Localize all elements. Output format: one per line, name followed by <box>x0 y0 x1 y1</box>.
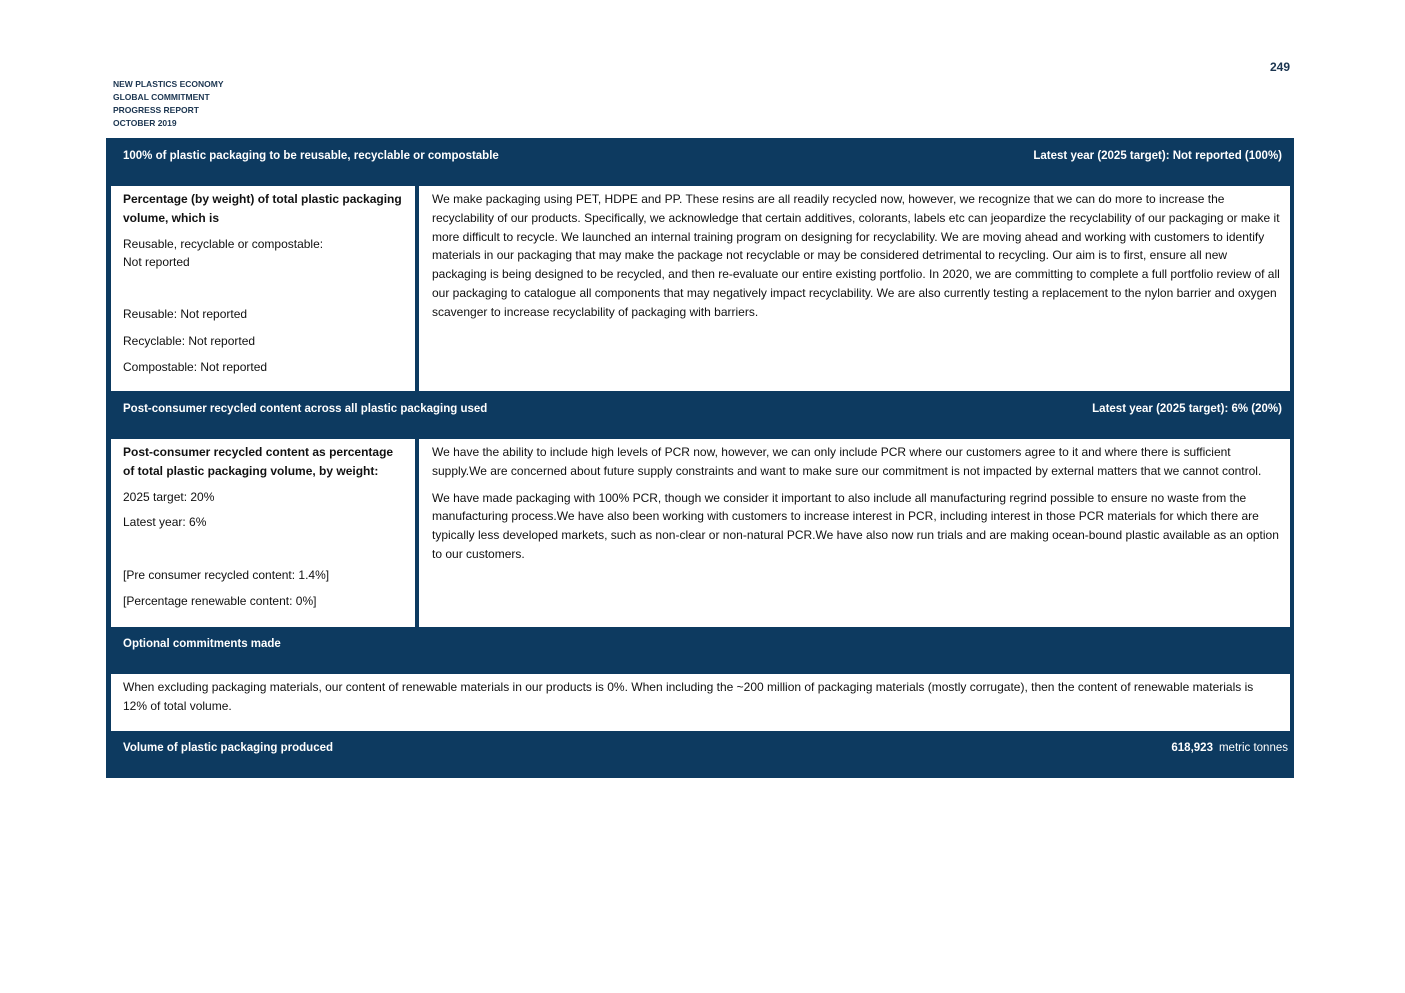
pcr-target: 2025 target: 20% <box>123 489 215 504</box>
report-header <box>113 78 224 130</box>
compostable-value: Compostable: Not reported <box>123 359 268 374</box>
report-header-line: NEW PLASTICS ECONOMY <box>113 79 224 89</box>
pcr-metrics-box <box>111 439 415 627</box>
pcr-narrative-2: We have made packaging with 100% PCR, though we consider it important to also include all manufacturing regrind possible to ensure no waste from the manufacturing process.We have also been working with customers to increase interest in PCR, including interest in those PCR materials for which there are typically less developed markets, such as non-clear or non-natural PCR.We have also now run trials and are making ocean-bound plastic available as an option to our customers. <box>432 490 1279 561</box>
recyclable-value: Recyclable: Not reported <box>123 333 256 348</box>
total-value: Not reported <box>123 255 190 270</box>
pcr-latest: Latest year: 6% <box>123 515 207 530</box>
recyclability-metrics-heading: Percentage (by weight) of total plastic packaging volume, which is <box>123 192 402 225</box>
pcr-title: Post-consumer recycled content across all plastic packaging used <box>123 403 488 415</box>
volume-unit: metric tonnes <box>1218 742 1288 754</box>
recyclability-metrics-box <box>111 186 415 391</box>
pcr-metrics-heading: Post-consumer recycled content as percentage of total plastic packaging volume, by weight: <box>123 445 394 478</box>
reusable-value: Reusable: Not reported <box>123 307 248 322</box>
pcr-status: Latest year (2025 target): 6% (20%) <box>1092 403 1282 415</box>
renewable-content: [Percentage renewable content: 0%] <box>123 593 317 608</box>
pcr-narrative-box <box>419 439 1290 627</box>
page-number: 249 <box>1269 60 1290 74</box>
recyclability-narrative: We make packaging using PET, HDPE and PP. These resins are all readily recycled now, however, we recognize that we can do more to increase the recyclability of our products. Specifically, we acknowledge that certain additives, colorants, labels etc can jeopardize the recyclability of our packaging or make it more difficult to recycle. We launched an internal training program on designing for recyclability. We are moving ahead and working with customers to identify materials in our packaging that may make the package not recyclable or may be considered detrimental to recycling. Our aim is to first, ensure all new packaging is being designed to be recycled, and then re-evaluate our entire existing portfolio. In 2020, we are committing to complete a full portfolio review of all our packaging to catalogue all components that may negatively impact recyclability. We are also currently testing a replacement to the nylon barrier and oxygen scavenger to increase recyclability of packaging with barriers. <box>432 192 1280 319</box>
optional-commitments-box <box>111 674 1290 731</box>
volume-title: Volume of plastic packaging produced <box>123 742 334 754</box>
pcr-narrative-1: We have the ability to include high levels of PCR now, however, we can only include PCR where our customers agree to it and where there is sufficient supply.We are concerned about future supply constraints and want to make sure our commitment is not impacted by external matters that we cannot control. <box>432 445 1262 478</box>
report-header-line: PROGRESS REPORT <box>113 105 199 115</box>
pre-consumer-content: [Pre consumer recycled content: 1.4%] <box>123 568 330 583</box>
recyclability-status: Latest year (2025 target): Not reported (100%) <box>1033 150 1282 162</box>
volume-value: 618,923 <box>1171 742 1213 754</box>
optional-commitments-title: Optional commitments made <box>123 638 281 650</box>
optional-commitments-text: When excluding packaging materials, our content of renewable materials in our products is 0%. When including the ~200 million of packaging materials (mostly corrugate), then the content of renewable materials is 12% of total volume. <box>123 680 1254 713</box>
recyclability-narrative-box <box>419 186 1290 391</box>
volume-figure <box>1171 742 1288 754</box>
report-header-line: OCTOBER 2019 <box>113 118 177 128</box>
recyclability-title: 100% of plastic packaging to be reusable, recyclable or compostable <box>123 150 499 162</box>
report-header-line: GLOBAL COMMITMENT <box>113 92 210 102</box>
commitments-panel <box>106 138 1294 778</box>
total-label: Reusable, recyclable or compostable: <box>123 236 324 251</box>
